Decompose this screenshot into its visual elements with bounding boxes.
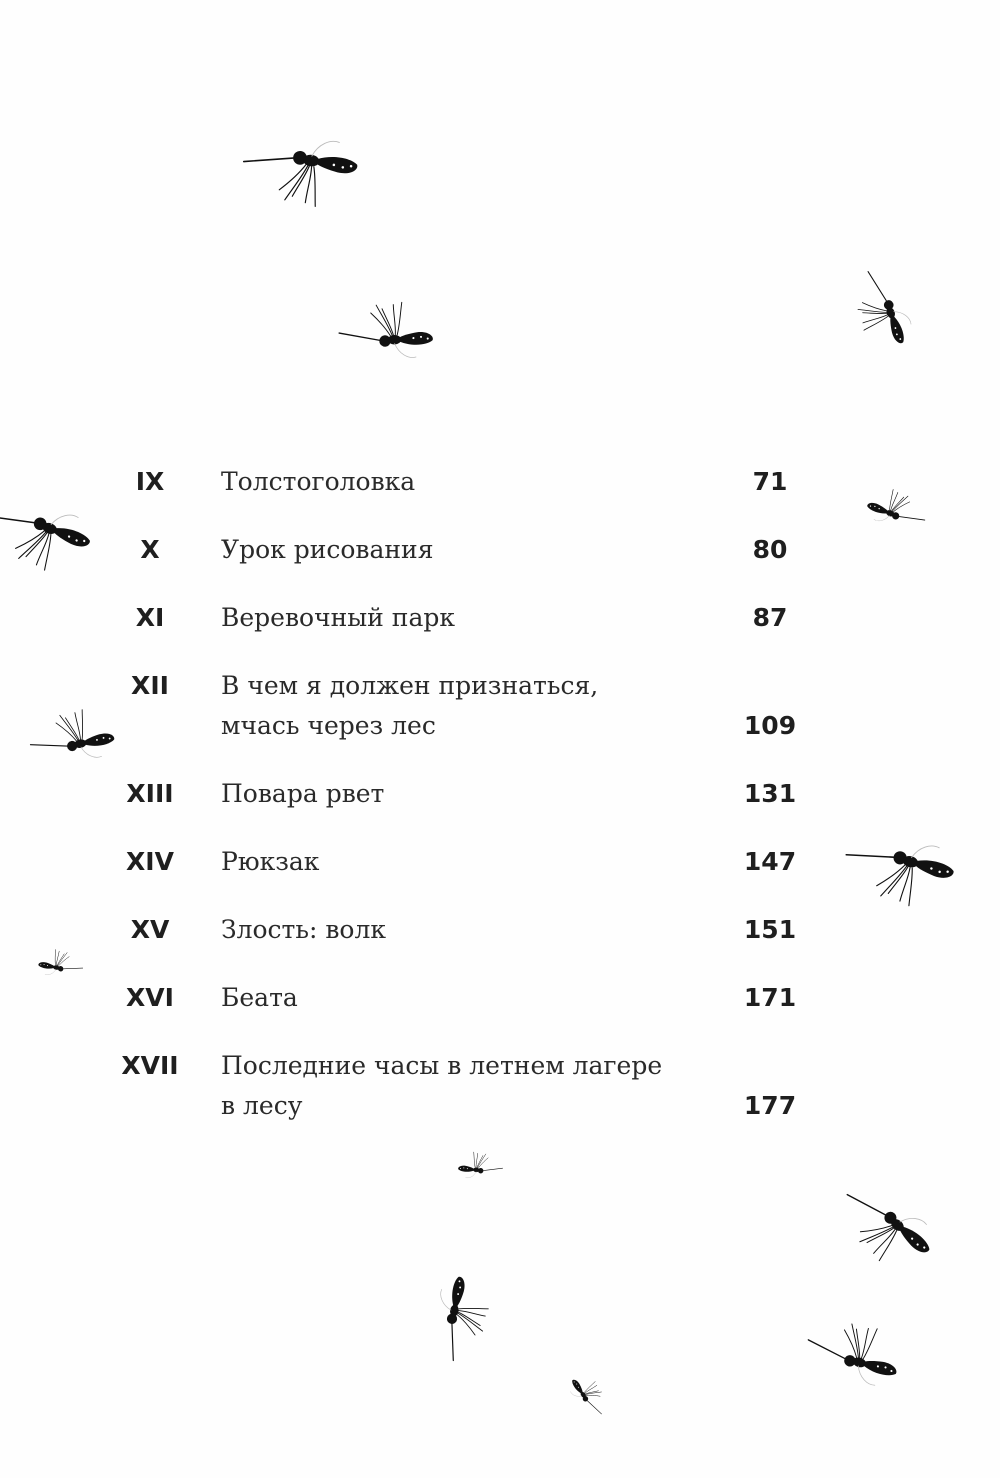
mosquito-icon bbox=[40, 524, 41, 525]
chapter-page-number: 80 bbox=[752, 535, 788, 564]
chapter-page-number: 147 bbox=[743, 847, 797, 876]
mosquito-icon bbox=[385, 340, 386, 341]
chapter-title bbox=[221, 666, 691, 746]
chapter-page-number: 131 bbox=[743, 779, 797, 808]
chapter-title bbox=[221, 530, 691, 570]
chapter-title-line: В чем я должен признаться, bbox=[221, 671, 599, 700]
mosquito-icon bbox=[452, 1318, 453, 1319]
chapter-title-line: Злость: волк bbox=[221, 915, 386, 944]
chapter-title-line: мчась через лес bbox=[221, 711, 436, 740]
chapter-numeral: XVI bbox=[126, 983, 174, 1012]
chapter-title-line: Последние часы в летнем лагере bbox=[221, 1051, 663, 1080]
mosquito-icon bbox=[300, 158, 301, 159]
mosquito-icon bbox=[585, 1398, 586, 1399]
chapter-title bbox=[221, 774, 691, 814]
chapter-title-line: Повара рвет bbox=[221, 779, 385, 808]
chapter-numeral: XVII bbox=[121, 1051, 179, 1080]
mosquito-icon bbox=[900, 858, 901, 859]
mosquito-icon bbox=[850, 1360, 851, 1361]
mosquito-icon bbox=[888, 305, 889, 306]
chapter-page-number: 177 bbox=[743, 1091, 797, 1120]
chapter-numeral: XIV bbox=[126, 847, 174, 876]
chapter-page-number: 151 bbox=[743, 915, 797, 944]
chapter-numeral: XII bbox=[131, 671, 169, 700]
chapter-title-line: Рюкзак bbox=[221, 847, 320, 876]
chapter-title-line: Веревочный парк bbox=[221, 603, 455, 632]
mosquito-icon bbox=[890, 1218, 891, 1219]
chapter-numeral: XV bbox=[130, 915, 170, 944]
chapter-numeral: IX bbox=[135, 467, 165, 496]
chapter-title bbox=[221, 842, 691, 882]
mosquito-icon bbox=[72, 745, 73, 746]
chapter-page-number: 109 bbox=[743, 711, 797, 740]
chapter-page-number: 71 bbox=[752, 467, 788, 496]
chapter-title bbox=[221, 598, 691, 638]
mosquito-icon bbox=[60, 968, 61, 969]
chapter-title-line: Толстоголовка bbox=[221, 467, 416, 496]
chapter-page-number: 171 bbox=[743, 983, 797, 1012]
mosquito-icon bbox=[895, 515, 896, 516]
chapter-title bbox=[221, 978, 691, 1018]
chapter-title-line: Урок рисования bbox=[221, 535, 434, 564]
chapter-numeral: XI bbox=[135, 603, 165, 632]
chapter-title-line: в лесу bbox=[221, 1091, 303, 1120]
chapter-title bbox=[221, 462, 691, 502]
chapter-title-line: Беата bbox=[221, 983, 298, 1012]
chapter-title bbox=[221, 1046, 691, 1126]
chapter-title bbox=[221, 910, 691, 950]
chapter-page-number: 87 bbox=[752, 603, 788, 632]
chapter-numeral: XIII bbox=[126, 779, 174, 808]
chapter-numeral: X bbox=[140, 535, 160, 564]
